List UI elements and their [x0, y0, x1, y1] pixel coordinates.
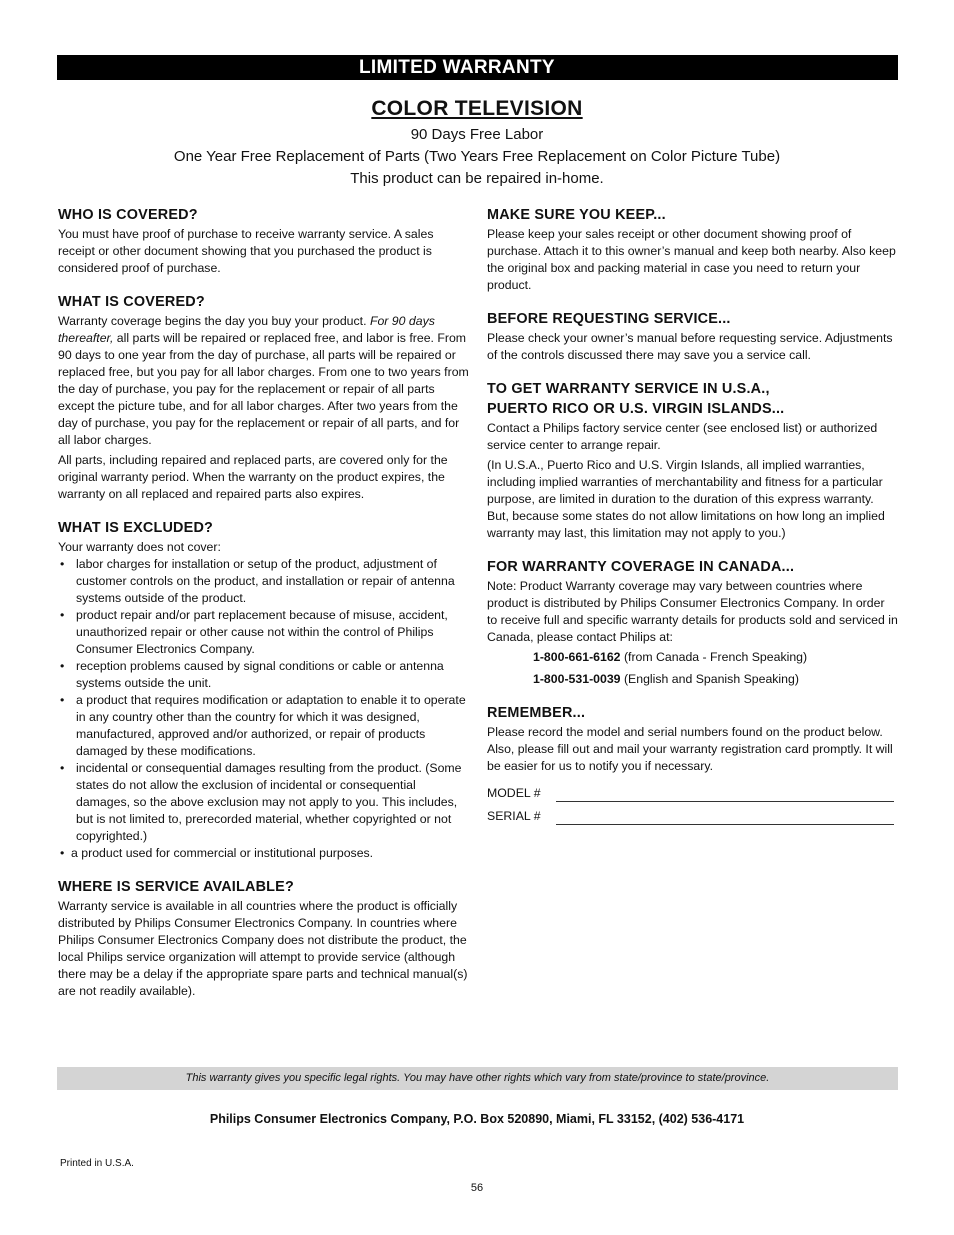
model-write-line[interactable] — [556, 789, 894, 802]
printed-in-note: Printed in U.S.A. — [60, 1158, 134, 1169]
section-body: Warranty service is available in all countries where the product is officially distributed by Philips Consumer Electronics Company. In countries where Philips Consumer Electronics Company does not distribute the product, the local Philips service organization will attempt to provide service (although there may be a delay if the appropriate spare parts and technical manual(s) are not readily available). — [58, 899, 468, 998]
list-item: • incidental or consequential damages resulting from the product. (Some states do not allow the exclusion of incidental or consequential damages, so the above exclusion may not apply to you. This includes, but is not limited to, prerecorded material, whether copyrighted or not copyrighted.) — [58, 760, 470, 845]
list-item: • product repair and/or part replacement because of misuse, accident, unauthorized repair or other cause not within the control of Philips Consumer Electronics Company. — [58, 607, 470, 658]
legal-rights-notice: This warranty gives you specific legal rights. You may have other rights which vary from state/province to state/province. — [57, 1067, 898, 1090]
section-intro: Your warranty does not cover: — [58, 540, 221, 554]
section-warranty-canada — [487, 557, 898, 688]
section-heading: WHAT IS EXCLUDED? — [58, 520, 214, 536]
phone-number: 1-800-531-0039 — [533, 672, 621, 686]
section-body: (In U.S.A., Puerto Rico and U.S. Virgin Islands, all implied warranties, including implied warranties of merchantability and fitness for a particular purpose, are limited in duration to the duration of this express warranty. But, because some states do not allow limitations on how long an implied warranty may last, this limitation may not apply to you.) — [487, 458, 885, 540]
serial-label: SERIAL # — [487, 809, 541, 823]
section-body: Please check your owner’s manual before requesting service. Adjustments of the controls discussed there may save you a service call. — [487, 331, 893, 362]
company-address: Philips Consumer Electronics Company, P.O. Box 520890, Miami, FL 33152, (402) 536-4171 — [209, 1112, 745, 1126]
section-body: You must have proof of purchase to receive warranty service. A sales receipt or other document showing that you purchased the product is considered proof of purchase. — [58, 227, 434, 275]
section-where-is-service — [58, 877, 470, 1000]
exclusion-list — [58, 556, 470, 862]
right-column — [487, 205, 898, 840]
model-number-field[interactable] — [487, 784, 898, 802]
list-item: • a product used for commercial or institutional purposes. — [58, 845, 470, 862]
heading-line: PUERTO RICO OR U.S. VIRGIN ISLANDS... — [487, 401, 785, 417]
section-heading: MAKE SURE YOU KEEP... — [487, 207, 666, 223]
section-body: Contact a Philips factory service center (see enclosed list) or authorized service center to arrange repair. — [487, 421, 878, 452]
section-body: All parts, including repaired and replaced parts, are covered only for the original warranty period. When the warranty on the product expires, the warranty on all replaced and repaired parts also expires. — [58, 453, 448, 501]
body-italic-text: For 90 days thereafter, — [58, 314, 435, 345]
body-text: all parts will be repaired or replaced free, and labor is free. From 90 days to one year from the day of purchase, all parts will be repaired or replaced free, but you pay for all labor charges. From one to two years from the day of purchase, you pay for the replacement or repair of all parts except the picture tube, and for all labor charges. After two years from the day of purchase, you pay for the replacement or repair of all parts, and for all labor charges. — [58, 331, 469, 447]
banner-title: LIMITED WARRANTY — [57, 55, 898, 80]
section-before-requesting-service — [487, 309, 898, 364]
list-item: • a product that requires modification or adaptation to enable it to operate in any country other than the country for which it was designed, manufactured, approved and/or authorized, or repair of products damaged by these modifications. — [58, 692, 470, 760]
section-body: Please keep your sales receipt or other document showing proof of purchase. Attach it to this owner’s manual and keep both nearby. Also keep the original box and packing material in case you need to return your product. — [487, 227, 896, 292]
left-column — [58, 205, 470, 1015]
section-body: Please record the model and serial numbers found on the product below. Also, please fill out and mail your warranty registration card promptly. It will be easier for us to notify you if necessary. — [487, 725, 893, 773]
phone-note: (English and Spanish Speaking) — [623, 672, 799, 686]
phone-line-french — [487, 649, 898, 666]
section-who-is-covered — [58, 205, 470, 277]
section-remember — [487, 703, 898, 825]
phone-note: (from Canada - French Speaking) — [623, 650, 808, 664]
section-body — [58, 313, 470, 449]
section-what-is-excluded — [58, 518, 470, 862]
body-text: Warranty coverage begins the day you buy your product. — [58, 314, 367, 328]
intro-line-inhome: This product can be repaired in-home. — [350, 170, 604, 187]
section-heading: FOR WARRANTY COVERAGE IN CANADA... — [487, 559, 795, 575]
section-heading: BEFORE REQUESTING SERVICE... — [487, 311, 731, 327]
section-make-sure-you-keep — [487, 205, 898, 294]
intro-line-parts: One Year Free Replacement of Parts (Two Years Free Replacement on Color Picture Tube) — [173, 148, 781, 165]
section-heading: WHO IS COVERED? — [58, 207, 198, 223]
section-what-is-covered — [58, 292, 470, 503]
page-number: 56 — [470, 1182, 484, 1194]
section-warranty-service-usa — [487, 379, 898, 542]
list-item: • reception problems caused by signal conditions or cable or antenna systems outside the unit. — [58, 658, 470, 692]
page-title: COLOR TELEVISION — [371, 97, 583, 120]
serial-number-field[interactable] — [487, 807, 898, 825]
intro-line-labor: 90 Days Free Labor — [410, 126, 544, 143]
section-heading: REMEMBER... — [487, 705, 586, 721]
section-heading: WHERE IS SERVICE AVAILABLE? — [58, 879, 294, 895]
phone-line-english-spanish — [487, 671, 898, 688]
section-body: Note: Product Warranty coverage may vary between countries where product is distributed by Philips Consumer Electronics Company. In order to receive full and specific warranty details for products sold and serviced in Canada, please contact Philips at: — [487, 579, 898, 644]
list-item: • labor charges for installation or setup of the product, adjustment of customer controls on the product, and installation or repair of antenna systems outside of the product. — [58, 556, 470, 607]
heading-line: TO GET WARRANTY SERVICE IN U.S.A., — [487, 381, 770, 397]
section-heading — [487, 379, 898, 419]
serial-write-line[interactable] — [556, 812, 894, 825]
phone-number: 1-800-661-6162 — [533, 650, 621, 664]
model-label: MODEL # — [487, 786, 541, 800]
section-heading: WHAT IS COVERED? — [58, 294, 205, 310]
